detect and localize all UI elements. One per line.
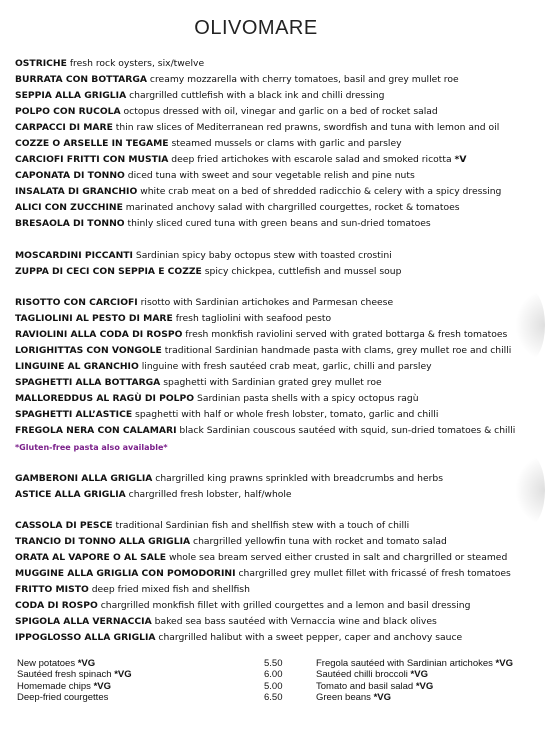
dish-description: fresh rock oysters, six/twelve <box>66 58 205 69</box>
menu-item <box>15 582 540 598</box>
menu-item <box>15 550 540 566</box>
dish-name: RISOTTO CON CARCIOFI <box>15 297 138 308</box>
dish-name: TRANCIO DI TONNO ALLA GRIGLIA <box>15 536 191 547</box>
side-name: Fregola sautéed with Sardinian artichokes <box>316 658 496 669</box>
dietary-tag: *V <box>454 154 467 165</box>
dish-name: SEPPIA ALLA GRIGLIA <box>15 90 127 101</box>
dish-name: OSTRICHE <box>15 58 67 69</box>
side-item <box>316 692 513 703</box>
menu-section <box>15 248 540 280</box>
dish-description: traditional Sardinian fish and shellfish stew with a touch of chilli <box>112 520 410 531</box>
dish-name: ALICI CON ZUCCHINE <box>15 202 123 213</box>
sides-price-column <box>264 658 283 704</box>
sides-right-column <box>316 658 513 704</box>
dish-description: spaghetti with half or whole fresh lobster, tomato, garlic and chilli <box>132 409 439 420</box>
dish-name: BURRATA CON BOTTARGA <box>15 74 147 85</box>
gluten-free-note: *Gluten-free pasta also available* <box>15 443 168 452</box>
dish-name: BRESAOLA DI TONNO <box>15 218 125 229</box>
dish-name: CARPACCI DI MARE <box>15 122 113 133</box>
menu-item <box>15 216 540 232</box>
dish-description: fresh monkfish raviolini served with grated bottarga & fresh tomatoes <box>182 329 508 340</box>
dish-description: fresh tagliolini with seafood pesto <box>172 313 332 324</box>
dietary-tag: *VG <box>415 680 434 692</box>
menu-item <box>15 168 540 184</box>
menu-item <box>15 423 540 439</box>
dish-name: ORATA AL VAPORE O AL SALE <box>15 552 167 563</box>
dietary-tag: *VG <box>77 658 96 669</box>
menu-item <box>15 248 540 264</box>
menu-item <box>15 534 540 550</box>
side-item <box>17 692 132 703</box>
dish-description: linguine with fresh sautéed crab meat, garlic, chilli and parsley <box>138 361 432 372</box>
menu-item <box>15 136 540 152</box>
dish-description: chargrilled halibut with a sweet pepper, caper and anchovy sauce <box>155 632 463 643</box>
dish-name: FRITTO MISTO <box>15 584 89 595</box>
menu-item <box>15 295 540 311</box>
dish-name: ZUPPA DI CECI CON SEPPIA E COZZE <box>15 265 202 277</box>
dietary-tag: *VG <box>114 669 132 681</box>
dish-description: chargrilled cuttlefish with a black ink and chilli dressing <box>126 90 385 101</box>
side-name: Deep-fried courgettes <box>17 692 109 704</box>
dish-name: LORIGHITTAS CON VONGOLE <box>15 345 162 356</box>
dietary-tag: *VG <box>373 692 392 704</box>
side-name: Tomato and basil salad <box>316 680 416 692</box>
dish-name: CAPONATA DI TONNO <box>15 170 125 181</box>
side-price: 5.00 <box>264 680 283 692</box>
dish-name: CODA DI ROSPO <box>15 600 98 611</box>
menu-item <box>15 120 540 136</box>
dish-name: ASTICE ALLA GRIGLIA <box>15 488 126 500</box>
dish-description: Sardinian pasta shells with a spicy octopus ragù <box>194 393 419 404</box>
dish-description: creamy mozzarella with cherry tomatoes, basil and grey mullet roe <box>147 74 459 85</box>
restaurant-title: OLIVOMARE <box>194 17 318 39</box>
dish-description: traditional Sardinian handmade pasta with clams, grey mullet roe and chilli <box>161 345 512 356</box>
dish-name: MOSCARDINI PICCANTI <box>15 249 133 261</box>
dish-description: thin raw slices of Mediterranean red prawns, swordfish and tuna with lemon and oil <box>112 122 500 133</box>
dish-name: COZZE O ARSELLE IN TEGAME <box>15 138 169 149</box>
menu-item <box>15 487 540 503</box>
dietary-tag: *VG <box>410 669 428 681</box>
dish-name: SPAGHETTI ALL’ASTICE <box>15 409 133 420</box>
side-name: New potatoes <box>17 658 78 669</box>
dish-description: deep fried artichokes with escarole salad and smoked ricotta <box>168 154 455 165</box>
dish-description: steamed mussels or clams with garlic and parsley <box>168 138 402 149</box>
menu-item <box>15 407 540 423</box>
dish-name: CARCIOFI FRITTI CON MUSTIA <box>15 154 169 165</box>
side-item <box>17 681 132 692</box>
dish-description: chargrilled fresh lobster, half/whole <box>125 488 292 500</box>
side-item <box>316 681 513 692</box>
side-name: Homemade chips <box>17 680 94 692</box>
dish-name: TAGLIOLINI AL PESTO DI MARE <box>15 313 173 324</box>
menu-item <box>15 375 540 391</box>
menu-item <box>15 200 540 216</box>
side-price: 5.50 <box>264 658 283 669</box>
side-item <box>316 658 513 669</box>
menu-item <box>15 104 540 120</box>
dietary-tag: *VG <box>93 680 111 692</box>
menu-item <box>15 630 540 646</box>
dish-description: diced tuna with sweet and sour vegetable relish and pine nuts <box>124 170 415 181</box>
menu-item <box>15 343 540 359</box>
side-price: 6.00 <box>264 669 283 681</box>
dish-description: chargrilled monkfish fillet with grilled courgettes and a lemon and basil dressing <box>97 600 471 611</box>
dish-description: spaghetti with Sardinian grated grey mullet roe <box>160 377 382 388</box>
dish-description: risotto with Sardinian artichokes and Parmesan cheese <box>137 297 394 308</box>
menu-item <box>15 327 540 343</box>
dish-description: spicy chickpea, cuttlefish and mussel soup <box>201 265 402 277</box>
dish-name: SPIGOLA ALLA VERNACCIA <box>15 616 152 627</box>
menu-section <box>15 471 540 503</box>
menu-item <box>15 598 540 614</box>
dish-name: SPAGHETTI ALLA BOTTARGA <box>15 377 161 388</box>
dish-description: baked sea bass sautéed with Vernaccia wine and black olives <box>151 616 437 627</box>
menu-item <box>15 518 540 534</box>
menu-section <box>15 56 540 232</box>
dish-name: CASSOLA DI PESCE <box>15 520 113 531</box>
dish-name: MUGGINE ALLA GRIGLIA CON POMODORINI <box>15 568 236 579</box>
dish-description: octopus dressed with oil, vinegar and garlic on a bed of rocket salad <box>120 106 438 117</box>
menu-list <box>15 56 540 662</box>
dish-description: chargrilled king prawns sprinkled with breadcrumbs and herbs <box>152 472 444 484</box>
menu-item <box>15 359 540 375</box>
dish-description: deep fried mixed fish and shellfish <box>88 584 250 595</box>
dish-name: POLPO CON RUCOLA <box>15 106 121 117</box>
menu-item <box>15 471 540 487</box>
side-item <box>17 658 132 669</box>
side-price: 6.50 <box>264 692 283 704</box>
dish-description: chargrilled yellowfin tuna with rocket and tomato salad <box>190 536 447 547</box>
dish-name: FREGOLA NERA CON CALAMARI <box>15 425 177 436</box>
menu-item <box>15 264 540 280</box>
menu-section <box>15 518 540 646</box>
menu-item <box>15 184 540 200</box>
side-name: Sautéed fresh spinach <box>17 669 115 681</box>
side-name: Sautéed chilli broccoli <box>316 669 411 681</box>
dish-description: marinated anchovy salad with chargrilled courgettes, rocket & tomatoes <box>122 202 460 213</box>
menu-item <box>15 311 540 327</box>
menu-item <box>15 88 540 104</box>
dish-name: INSALATA DI GRANCHIO <box>15 186 138 197</box>
menu-item <box>15 152 540 168</box>
dish-name: IPPOGLOSSO ALLA GRIGLIA <box>15 632 156 643</box>
dish-name: LINGUINE AL GRANCHIO <box>15 361 139 372</box>
dish-name: GAMBERONI ALLA GRIGLIA <box>15 472 153 484</box>
dish-description: thinly sliced cured tuna with green beans and sun-dried tomatoes <box>124 218 431 229</box>
dish-name: MALLOREDDUS AL RAGÙ DI POLPO <box>15 393 195 404</box>
dish-description: black Sardinian couscous sautéed with squid, sun-dried tomatoes & chilli <box>176 425 516 436</box>
dish-description: Sardinian spicy baby octopus stew with toasted crostini <box>132 249 392 261</box>
side-name: Green beans <box>316 692 374 704</box>
menu-item <box>15 56 540 72</box>
menu-item <box>15 72 540 88</box>
sides-left-column <box>17 658 132 704</box>
menu-item <box>15 391 540 407</box>
side-item <box>316 669 513 680</box>
menu-section <box>15 295 540 455</box>
dish-name: RAVIOLINI ALLA CODA DI ROSPO <box>15 329 183 340</box>
dietary-tag: *VG <box>495 658 513 669</box>
menu-item <box>15 614 540 630</box>
dish-description: white crab meat on a bed of shredded radicchio & celery with a spicy dressing <box>137 186 502 197</box>
dish-description: whole sea bream served either crusted in salt and chargrilled or steamed <box>166 552 508 563</box>
dish-description: chargrilled grey mullet fillet with fricassé of fresh tomatoes <box>235 568 511 579</box>
menu-item <box>15 566 540 582</box>
side-item <box>17 669 132 680</box>
